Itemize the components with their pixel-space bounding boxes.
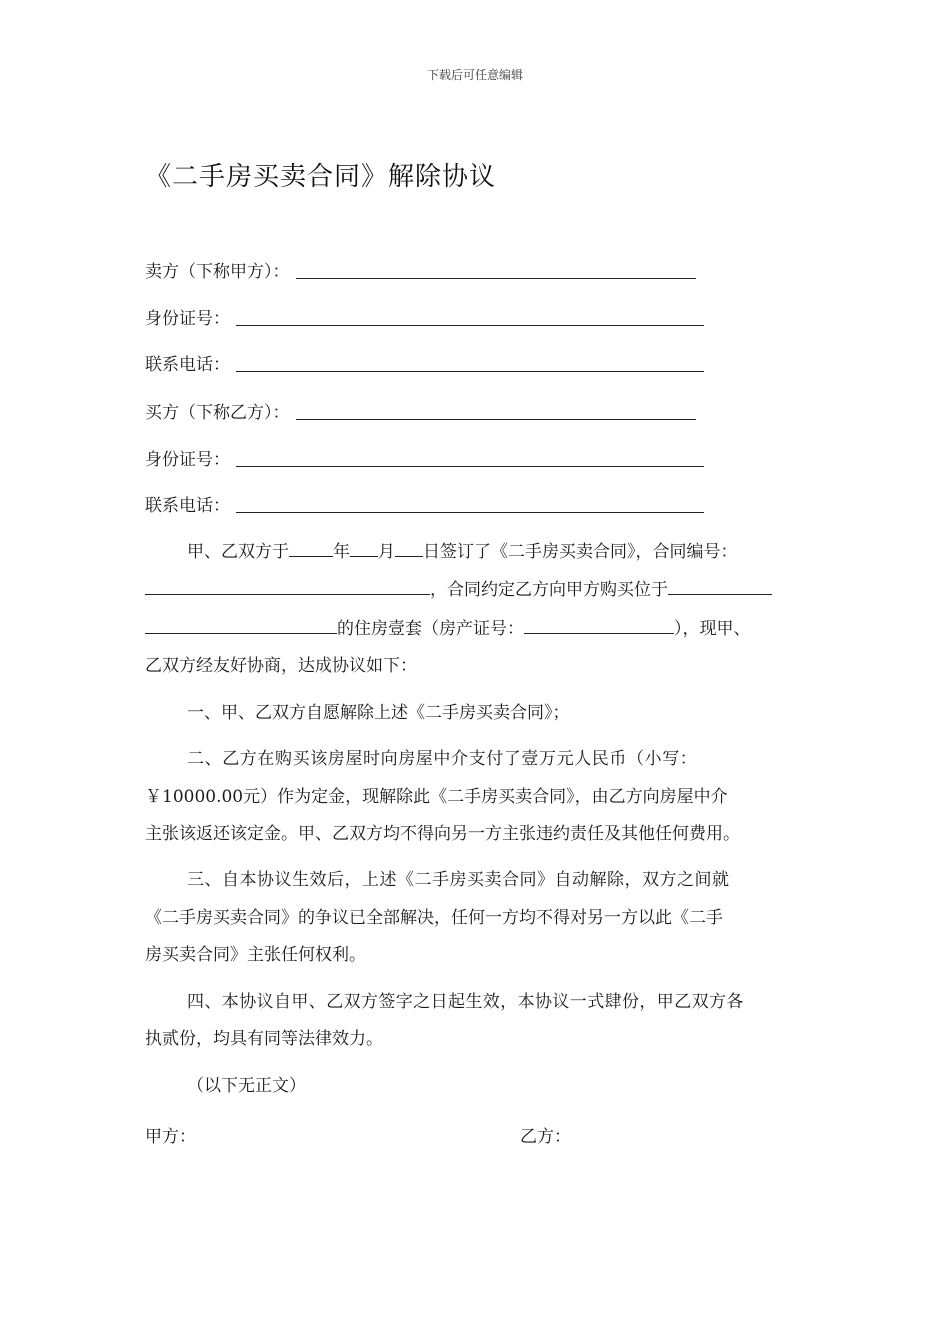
clause-2-line-3: 主张该返还该定金。甲、乙双方均不得向另一方主张违约责任及其他任何费用。 [145, 824, 740, 844]
intro-line-2 [145, 572, 805, 609]
clause-3-line-2: 《二手房买卖合同》的争议已全部解决，任何一方均不得对另一方以此《二手 [145, 908, 723, 928]
intro-text-1c: 月 [378, 542, 395, 562]
buyer-id-field [145, 446, 704, 470]
property-cert-blank[interactable] [524, 617, 674, 634]
end-of-text-note: （以下无正文） [187, 1076, 306, 1096]
buyer-phone-label: 联系电话： [145, 496, 230, 516]
buyer-id-blank[interactable] [236, 448, 704, 467]
location-blank-1[interactable] [668, 578, 772, 595]
seller-label: 卖方（下称甲方）： [145, 262, 290, 282]
seller-blank[interactable] [296, 260, 696, 279]
buyer-phone-field [145, 492, 704, 516]
buyer-phone-blank[interactable] [236, 494, 704, 513]
clause-2-line-2: ￥10000.00元）作为定金，现解除此《二手房买卖合同》，由乙方向房屋中介 [145, 787, 728, 807]
seller-id-blank[interactable] [236, 307, 704, 326]
buyer-blank[interactable] [296, 401, 696, 420]
contract-number-blank[interactable] [145, 578, 430, 595]
clause-3-line-3: 房买卖合同》主张任何权利。 [145, 945, 366, 965]
intro-text-4: 乙双方经友好协商，达成协议如下： [145, 656, 417, 676]
intro-line-3 [145, 611, 805, 648]
clause-4-line-2: 执贰份，均具有同等法律效力。 [145, 1029, 383, 1049]
month-blank[interactable] [350, 540, 378, 557]
seller-field [145, 258, 696, 282]
buyer-field [145, 399, 696, 423]
seller-id-label: 身份证号： [145, 309, 230, 329]
location-blank-2[interactable] [145, 617, 337, 634]
intro-text-2a: ，合同约定乙方向甲方购买位于 [430, 580, 668, 600]
intro-text-1a: 甲、乙双方于 [187, 542, 289, 562]
seller-phone-blank[interactable] [236, 353, 704, 372]
clause-2-line-1: 二、乙方在购买该房屋时向房屋中介支付了壹万元人民币（小写： [187, 749, 698, 769]
intro-line-1 [145, 534, 805, 571]
page-header-note: 下载后可任意编辑 [426, 68, 523, 82]
intro-text-3b: ），现甲、 [674, 619, 751, 639]
intro-line-4 [145, 648, 805, 685]
seller-phone-field [145, 351, 704, 375]
document-title: 《二手房买卖合同》解除协议 [145, 162, 497, 192]
day-blank[interactable] [395, 540, 423, 557]
clause-3-line-1: 三、自本协议生效后，上述《二手房买卖合同》自动解除，双方之间就 [187, 870, 730, 890]
seller-id-field [145, 305, 704, 329]
intro-text-3a: 的住房壹套（房产证号： [337, 619, 524, 639]
party-a-signature-label: 甲方： [145, 1127, 196, 1147]
clause-1: 一、甲、乙双方自愿解除上述《二手房买卖合同》； [187, 703, 570, 723]
party-b-signature-label: 乙方： [520, 1127, 571, 1147]
intro-text-1b: 年 [333, 542, 350, 562]
clause-4-line-1: 四、本协议自甲、乙双方签字之日起生效，本协议一式肆份，甲乙双方各 [187, 992, 744, 1012]
seller-phone-label: 联系电话： [145, 355, 230, 375]
buyer-id-label: 身份证号： [145, 450, 230, 470]
intro-text-1d: 日签订了《二手房买卖合同》，合同编号： [423, 542, 738, 562]
year-blank[interactable] [289, 540, 333, 557]
buyer-label: 买方（下称乙方）： [145, 403, 290, 423]
